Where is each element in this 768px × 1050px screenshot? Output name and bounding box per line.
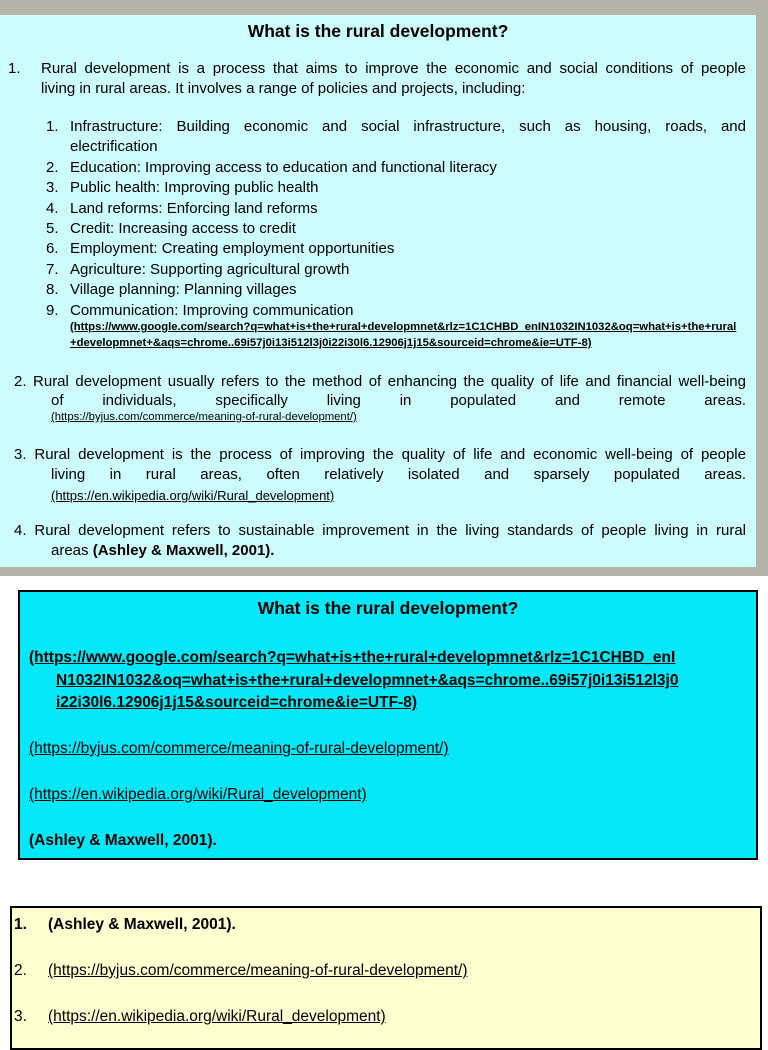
reference-number: 3. — [14, 1008, 27, 1025]
list-item: Land reforms: Enforcing land reforms — [70, 200, 318, 217]
list-item-number: 8. — [46, 281, 59, 298]
paragraph-1-line-2: living in rural areas. It involves a range of policies and projects, including: — [41, 80, 526, 97]
list-item: Education: Improving access to education and functional literacy — [70, 159, 497, 176]
list-item: Communication: Improving communication — [70, 302, 354, 319]
slide-1-title: What is the rural development? — [247, 21, 509, 41]
list-item: Village planning: Planning villages — [70, 281, 297, 298]
numbered-references-box — [10, 906, 762, 1050]
reference-number: 1. — [14, 916, 27, 933]
paragraph-3-line-2: living in rural areas, often relatively isolated and sparsely populated areas. — [51, 466, 746, 483]
list-item-number: 9. — [46, 302, 59, 319]
references-box — [18, 590, 758, 860]
list-item-number: 7. — [46, 261, 59, 278]
list-item-number: 4. — [46, 200, 59, 217]
list-item-number: 5. — [46, 220, 59, 237]
paragraph-2-line-2: of individuals, specifically living in populated and remote areas. — [51, 392, 746, 409]
google-reference-link-line-2[interactable]: +developmnet+&aqs=chrome..69i57j0i13i512l3j0i22i30l6.12906j1j15&sourceid=chrome&ie=UTF-8) — [70, 337, 592, 349]
google-reference-link-line-1[interactable]: (https://www.google.com/search?q=what+is+the+rural+developmnet&rlz=1C1CHBD_enI — [29, 649, 676, 666]
list-item: Infrastructure: Building economic and social infrastructure, such as housing, roads, and — [70, 118, 746, 135]
ashley-maxwell-citation: (Ashley & Maxwell, 2001). — [92, 542, 275, 559]
byjus-reference-link[interactable]: (https://byjus.com/commerce/meaning-of-rural-development/) — [51, 411, 357, 423]
wikipedia-reference-link[interactable]: (https://en.wikipedia.org/wiki/Rural_development) — [51, 488, 335, 503]
paragraph-4-line-2 — [51, 541, 274, 560]
google-reference-link-line-2[interactable]: N1032IN1032&oq=what+is+the+rural+developmnet+&aqs=chrome..69i57j0i13i512l3j0 — [56, 672, 679, 689]
ashley-maxwell-citation: (Ashley & Maxwell, 2001). — [29, 832, 217, 849]
reference-number: 2. — [14, 962, 27, 979]
paragraph-4-text: areas — [51, 542, 93, 559]
slide-2-title: What is the rural development? — [257, 598, 519, 618]
list-item-number: 3. — [46, 179, 59, 196]
paragraph-4-line-1: 4. Rural development refers to sustainable improvement in the living standards of people living in rural — [14, 522, 746, 539]
list-item-continuation: electrification — [70, 138, 158, 155]
paragraph-3-line-1: 3. Rural development is the process of improving the quality of life and economic well-being of people — [14, 446, 746, 463]
list-item: Public health: Improving public health — [70, 179, 319, 196]
byjus-reference-link[interactable]: (https://byjus.com/commerce/meaning-of-rural-development/) — [29, 740, 449, 757]
list-item-number: 6. — [46, 240, 59, 257]
list-item: Employment: Creating employment opportunities — [70, 240, 395, 257]
list-item-number: 2. — [46, 159, 59, 176]
list-item: Credit: Increasing access to credit — [70, 220, 296, 237]
byjus-reference-link[interactable]: (https://byjus.com/commerce/meaning-of-rural-development/) — [48, 962, 468, 979]
wikipedia-reference-link[interactable]: (https://en.wikipedia.org/wiki/Rural_development) — [48, 1008, 386, 1025]
google-reference-link-line-1[interactable]: (https://www.google.com/search?q=what+is+the+rural+developmnet&rlz=1C1CHBD_enIN1032IN1032&oq=what+is+the+rural — [70, 321, 737, 333]
definitions-box — [0, 15, 756, 567]
paragraph-1-line-1: Rural development is a process that aims to improve the economic and social conditions of people — [41, 60, 746, 77]
google-reference-link-line-3[interactable]: i22i30l6.12906j1j15&sourceid=chrome&ie=UTF-8) — [56, 694, 417, 711]
ashley-maxwell-citation: (Ashley & Maxwell, 2001). — [48, 916, 236, 933]
paragraph-1-number: 1. — [8, 60, 21, 77]
paragraph-2-line-1: 2. Rural development usually refers to the method of enhancing the quality of life and financial well-being — [14, 373, 746, 390]
wikipedia-reference-link[interactable]: (https://en.wikipedia.org/wiki/Rural_development) — [29, 786, 367, 803]
list-item: Agriculture: Supporting agricultural growth — [70, 261, 350, 278]
list-item-number: 1. — [46, 118, 59, 135]
